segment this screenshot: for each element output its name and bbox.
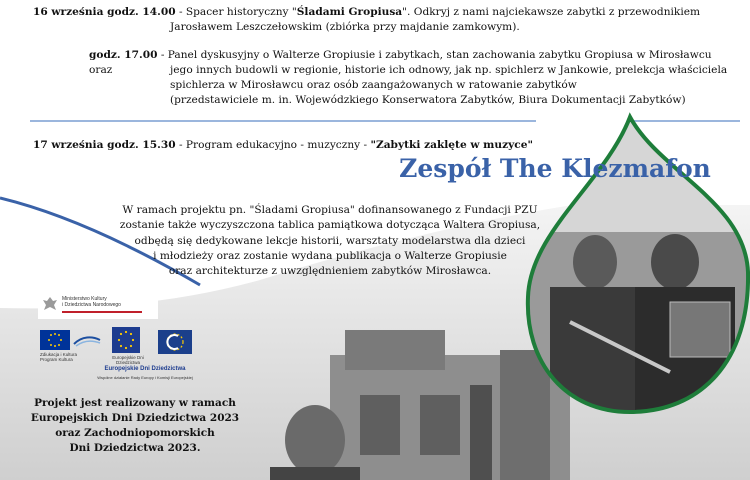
- schedule-row-2-continuation: [170, 63, 740, 109]
- heritage-days-logo: [112, 327, 140, 353]
- culture-programme-icon: [72, 334, 102, 348]
- council-of-europe-logo: [158, 330, 192, 354]
- eu-caption-1: Zdiukacja i Kultura: [40, 352, 78, 357]
- schedule-row-1-desc-bold: Śladami Gropiusa: [296, 6, 403, 18]
- footer-line-1: Projekt jest realizowany w ramach: [34, 397, 236, 409]
- schedule-row-2-line-4: (przedstawiciele m. in. Wojewódzkiego Konserwatora Zabytków, Biura Dokumentacji Zabytków): [170, 94, 686, 107]
- footer-line-4: Dni Dziedzictwa 2023.: [69, 442, 201, 454]
- footer-note: [10, 396, 260, 456]
- eu-caption: [40, 352, 100, 362]
- project-line-5: oraz architekturze z uwzględnieniem zabytków Mirosławca.: [168, 265, 492, 278]
- ministry-name-1: Ministerstwo Kultury: [62, 296, 107, 302]
- schedule-row-2-line-2: jego innych budowli w regionie, historie ich odnowy, jak np. spichlerz w Jankowie, prelekcja właściciela: [170, 64, 728, 76]
- ministry-name-2: i Dziedzictwa Narodowego: [62, 302, 121, 308]
- ministry-red-rule: [62, 311, 142, 313]
- schedule-row-2-line-1: - Panel dyskusyjny o Walterze Gropiusie i zabytkach, stan zachowania zabytku Gropiusa w Mirosławcu oraz: [89, 49, 712, 77]
- schedule-row-2-line-3: spichlerza w Mirosławcu oraz osób zaangażowanych w ratowanie zabytków: [170, 79, 577, 92]
- edd-name: Europejskie Dni Dziedzictwa: [104, 366, 186, 372]
- project-line-4: i młodzieży oraz zostanie wydana publikacja o Walterze Gropiusie: [153, 249, 507, 262]
- schedule-row-1: [33, 5, 733, 20]
- schedule-row-3-desc-bold: "Zabytki zaklęte w muzyce": [370, 139, 533, 151]
- schedule-row-1-line-2: Jarosławem Leszczełowskim (zbiórka przy majdanie zamkowym).: [170, 21, 520, 33]
- edd-subtitle: Wspólne działanie Rady Europy i Komisji Europejskiej: [97, 375, 193, 380]
- footer-line-3: oraz Zachodniopomorskich: [55, 427, 215, 439]
- ministry-logo: [38, 293, 158, 319]
- schedule-row-3-desc-pre: - Program edukacyjno - muzyczny -: [175, 139, 371, 151]
- eu-flag-icon: [40, 330, 70, 350]
- band-title: Zespół The Klezmafon: [399, 154, 711, 183]
- eagle-icon: [42, 296, 58, 314]
- schedule-row-1-desc-post: ". Odkryj z nami najciekawsze zabytki z przewodnikiem: [402, 6, 701, 18]
- divider-rule: [30, 120, 536, 122]
- schedule-row-1-desc-pre: - Spacer historyczny ": [175, 6, 297, 18]
- project-line-1: W ramach projektu pn. "Śladami Gropiusa" dofinansowanego z Fundacji PZU: [122, 204, 538, 216]
- heritage-logo-caption: Europejskie Dni Dziedzictwa: [112, 355, 144, 365]
- project-line-2: zostanie także wyczyszczona tablica pamiątkowa dotycząca Waltera Gropiusa,: [119, 219, 541, 232]
- schedule-row-2-time: godz. 17.00: [89, 49, 158, 61]
- footer-line-2: Europejskich Dni Dziedzictwa 2023: [30, 412, 240, 424]
- project-description: [100, 203, 560, 279]
- schedule-row-1-time: 16 września godz. 14.00: [33, 6, 176, 18]
- schedule-row-3-time: 17 września godz. 15.30: [33, 139, 176, 151]
- eu-caption-2: Program Kultura: [40, 357, 73, 362]
- project-line-3: odbędą się dedykowane lekcje historii, warsztaty modelarstwa dla dzieci: [134, 234, 526, 247]
